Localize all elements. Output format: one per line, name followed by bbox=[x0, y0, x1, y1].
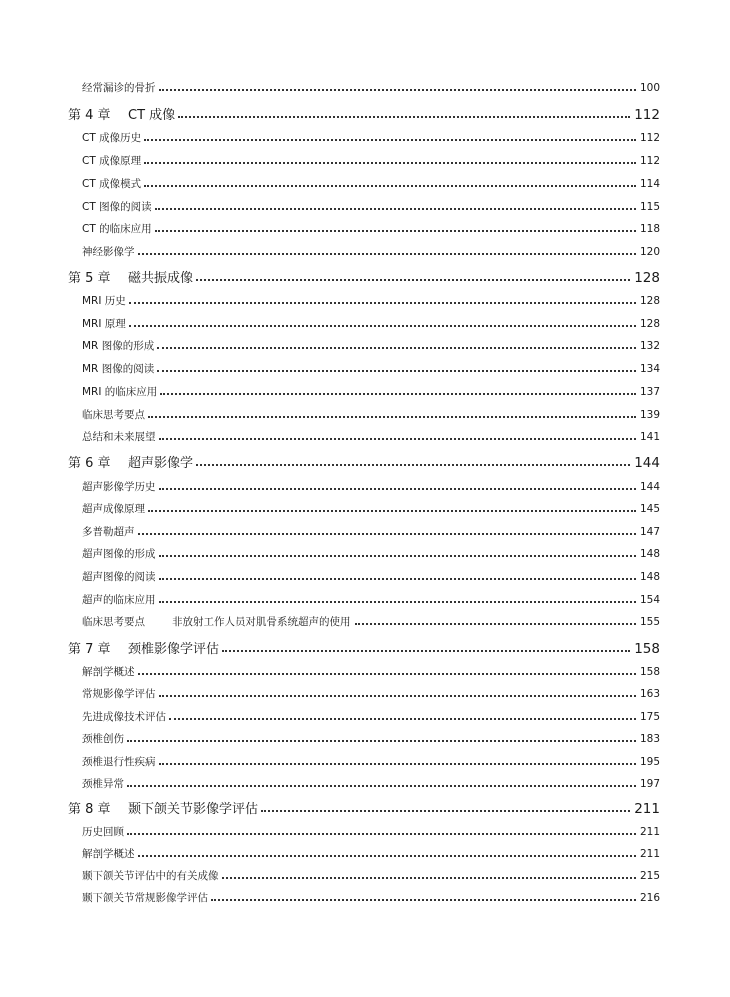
dot-leader bbox=[159, 763, 636, 765]
chapter-number: 第 4 章 bbox=[68, 107, 111, 123]
page-number: 148 bbox=[639, 548, 660, 560]
page-number: 141 bbox=[639, 431, 660, 443]
toc-section-entry bbox=[82, 178, 660, 191]
section-title: CT 图像的阅读 bbox=[82, 201, 152, 213]
toc-section-entry bbox=[82, 431, 660, 444]
section-title: 超声成像原理 bbox=[82, 503, 145, 515]
page-number: 211 bbox=[639, 848, 660, 860]
dot-leader bbox=[159, 89, 636, 91]
toc-section-entry bbox=[82, 711, 660, 724]
section-title: 解剖学概述 bbox=[82, 666, 135, 678]
dot-leader bbox=[157, 370, 636, 372]
toc-section-entry bbox=[82, 363, 660, 376]
dot-leader bbox=[196, 279, 630, 281]
page-number: 144 bbox=[639, 481, 660, 493]
toc-section-entry bbox=[82, 616, 660, 629]
dot-leader bbox=[138, 855, 636, 857]
dot-leader bbox=[159, 555, 636, 557]
page-number: 134 bbox=[639, 363, 660, 375]
page-number: 144 bbox=[634, 455, 660, 471]
page-number: 120 bbox=[639, 246, 660, 258]
page-number: 112 bbox=[639, 155, 660, 167]
toc-section-entry bbox=[82, 223, 660, 236]
section-title: MR 图像的阅读 bbox=[82, 363, 155, 375]
dot-leader bbox=[138, 253, 636, 255]
toc-section-entry bbox=[82, 132, 660, 145]
toc-section-entry bbox=[82, 594, 660, 607]
dot-leader bbox=[127, 740, 636, 742]
page-number: 112 bbox=[634, 107, 660, 123]
page-number: 158 bbox=[634, 641, 660, 657]
toc-section-entry bbox=[82, 481, 660, 494]
dot-leader bbox=[222, 877, 636, 879]
toc-section-entry bbox=[82, 870, 660, 883]
page-number: 132 bbox=[639, 340, 660, 352]
section-title: 超声图像的阅读 bbox=[82, 571, 156, 583]
section-title: MRI 历史 bbox=[82, 295, 126, 307]
chapter-title: CT 成像 bbox=[128, 107, 176, 123]
toc-chapter-entry bbox=[68, 270, 660, 286]
dot-leader bbox=[144, 139, 636, 141]
section-subtitle: 非放射工作人员对肌骨系统超声的使用 bbox=[172, 616, 351, 628]
toc-section-entry bbox=[82, 848, 660, 861]
dot-leader bbox=[144, 162, 636, 164]
dot-leader bbox=[155, 230, 636, 232]
chapter-title: 磁共振成像 bbox=[128, 270, 194, 286]
toc-section-entry bbox=[82, 548, 660, 561]
page-number: 195 bbox=[639, 756, 660, 768]
section-title: 多普勒超声 bbox=[82, 526, 135, 538]
section-title: 总结和未来展望 bbox=[82, 431, 156, 443]
toc-section-entry bbox=[82, 756, 660, 769]
dot-leader bbox=[157, 347, 636, 349]
section-title: CT 成像模式 bbox=[82, 178, 142, 190]
toc-chapter-entry bbox=[68, 455, 660, 471]
page-number: 145 bbox=[639, 503, 660, 515]
toc-section-entry bbox=[82, 155, 660, 168]
chapter-title: 超声影像学 bbox=[128, 455, 194, 471]
section-title: 颈椎异常 bbox=[82, 778, 124, 790]
page-number: 115 bbox=[639, 201, 660, 213]
chapter-number: 第 8 章 bbox=[68, 801, 111, 817]
dot-leader bbox=[127, 833, 636, 835]
section-title: 超声图像的形成 bbox=[82, 548, 156, 560]
toc-section-entry bbox=[82, 688, 660, 701]
page-number: 155 bbox=[639, 616, 660, 628]
section-title: CT 成像原理 bbox=[82, 155, 142, 167]
section-title: 颈椎退行性疾病 bbox=[82, 756, 156, 768]
dot-leader bbox=[144, 185, 636, 187]
dot-leader bbox=[196, 464, 630, 466]
toc-section-entry bbox=[82, 409, 660, 422]
page-number: 128 bbox=[639, 295, 660, 307]
dot-leader bbox=[178, 116, 630, 118]
toc-section-entry bbox=[82, 340, 660, 353]
dot-leader bbox=[148, 416, 636, 418]
section-title: 超声影像学历史 bbox=[82, 481, 156, 493]
page-number: 211 bbox=[634, 801, 660, 817]
section-title: 临床思考要点 bbox=[82, 616, 145, 628]
toc-chapter-entry bbox=[68, 107, 660, 123]
dot-leader bbox=[159, 578, 636, 580]
dot-leader bbox=[159, 488, 636, 490]
dot-leader bbox=[138, 533, 636, 535]
dot-leader bbox=[159, 695, 636, 697]
toc-chapter-entry bbox=[68, 641, 660, 657]
chapter-number: 第 7 章 bbox=[68, 641, 111, 657]
toc-section-entry bbox=[82, 778, 660, 791]
chapter-title: 颞下颌关节影像学评估 bbox=[128, 801, 259, 817]
section-title: 颞下颌关节常规影像学评估 bbox=[82, 892, 208, 904]
toc-section-entry bbox=[82, 571, 660, 584]
dot-leader bbox=[261, 810, 630, 812]
section-title: CT 成像历史 bbox=[82, 132, 142, 144]
page-number: 216 bbox=[639, 892, 660, 904]
page-number: 112 bbox=[639, 132, 660, 144]
section-title: MR 图像的形成 bbox=[82, 340, 155, 352]
page-number: 158 bbox=[639, 666, 660, 678]
dot-leader bbox=[127, 785, 636, 787]
page-number: 139 bbox=[639, 409, 660, 421]
toc-section-entry bbox=[82, 503, 660, 516]
section-title: 先进成像技术评估 bbox=[82, 711, 166, 723]
page-number: 154 bbox=[639, 594, 660, 606]
dot-leader bbox=[159, 601, 636, 603]
page-number: 148 bbox=[639, 571, 660, 583]
toc-section-entry bbox=[82, 892, 660, 905]
page-number: 118 bbox=[639, 223, 660, 235]
dot-leader bbox=[129, 325, 636, 327]
dot-leader bbox=[129, 302, 636, 304]
chapter-number: 第 5 章 bbox=[68, 270, 111, 286]
dot-leader bbox=[148, 510, 636, 512]
toc-section-entry bbox=[82, 201, 660, 214]
toc-section-entry bbox=[82, 386, 660, 399]
page-number: 114 bbox=[639, 178, 660, 190]
toc-section-entry bbox=[82, 526, 660, 539]
dot-leader bbox=[222, 650, 630, 652]
section-title: 解剖学概述 bbox=[82, 848, 135, 860]
section-title: 历史回顾 bbox=[82, 826, 124, 838]
section-title: 颞下颌关节评估中的有关成像 bbox=[82, 870, 219, 882]
dot-leader bbox=[169, 718, 636, 720]
page-number: 147 bbox=[639, 526, 660, 538]
toc-chapter-entry bbox=[68, 801, 660, 817]
toc-section-entry bbox=[82, 295, 660, 308]
section-title: 常规影像学评估 bbox=[82, 688, 156, 700]
section-title: MRI 的临床应用 bbox=[82, 386, 158, 398]
page-number: 197 bbox=[639, 778, 660, 790]
page-number: 183 bbox=[639, 733, 660, 745]
section-title: CT 的临床应用 bbox=[82, 223, 152, 235]
dot-leader bbox=[155, 208, 636, 210]
section-title: 经常漏诊的骨折 bbox=[82, 82, 156, 94]
page-number: 211 bbox=[639, 826, 660, 838]
dot-leader bbox=[211, 899, 636, 901]
toc-section-entry bbox=[82, 826, 660, 839]
dot-leader bbox=[355, 623, 636, 625]
section-title: 超声的临床应用 bbox=[82, 594, 156, 606]
page-number: 128 bbox=[639, 318, 660, 330]
page-number: 128 bbox=[634, 270, 660, 286]
page-number: 100 bbox=[639, 82, 660, 94]
section-title: 临床思考要点 bbox=[82, 409, 145, 421]
dot-leader bbox=[138, 673, 636, 675]
page-number: 175 bbox=[639, 711, 660, 723]
toc-section-entry bbox=[82, 318, 660, 331]
chapter-number: 第 6 章 bbox=[68, 455, 111, 471]
section-title: 神经影像学 bbox=[82, 246, 135, 258]
chapter-title: 颈椎影像学评估 bbox=[128, 641, 220, 657]
toc-section-entry bbox=[82, 82, 660, 95]
page-number: 137 bbox=[639, 386, 660, 398]
page-number: 163 bbox=[639, 688, 660, 700]
toc-section-entry bbox=[82, 666, 660, 679]
dot-leader bbox=[159, 438, 636, 440]
section-title: 颈椎创伤 bbox=[82, 733, 124, 745]
page-number: 215 bbox=[639, 870, 660, 882]
dot-leader bbox=[160, 393, 636, 395]
toc-section-entry bbox=[82, 246, 660, 259]
section-title: MRI 原理 bbox=[82, 318, 126, 330]
toc-section-entry bbox=[82, 733, 660, 746]
